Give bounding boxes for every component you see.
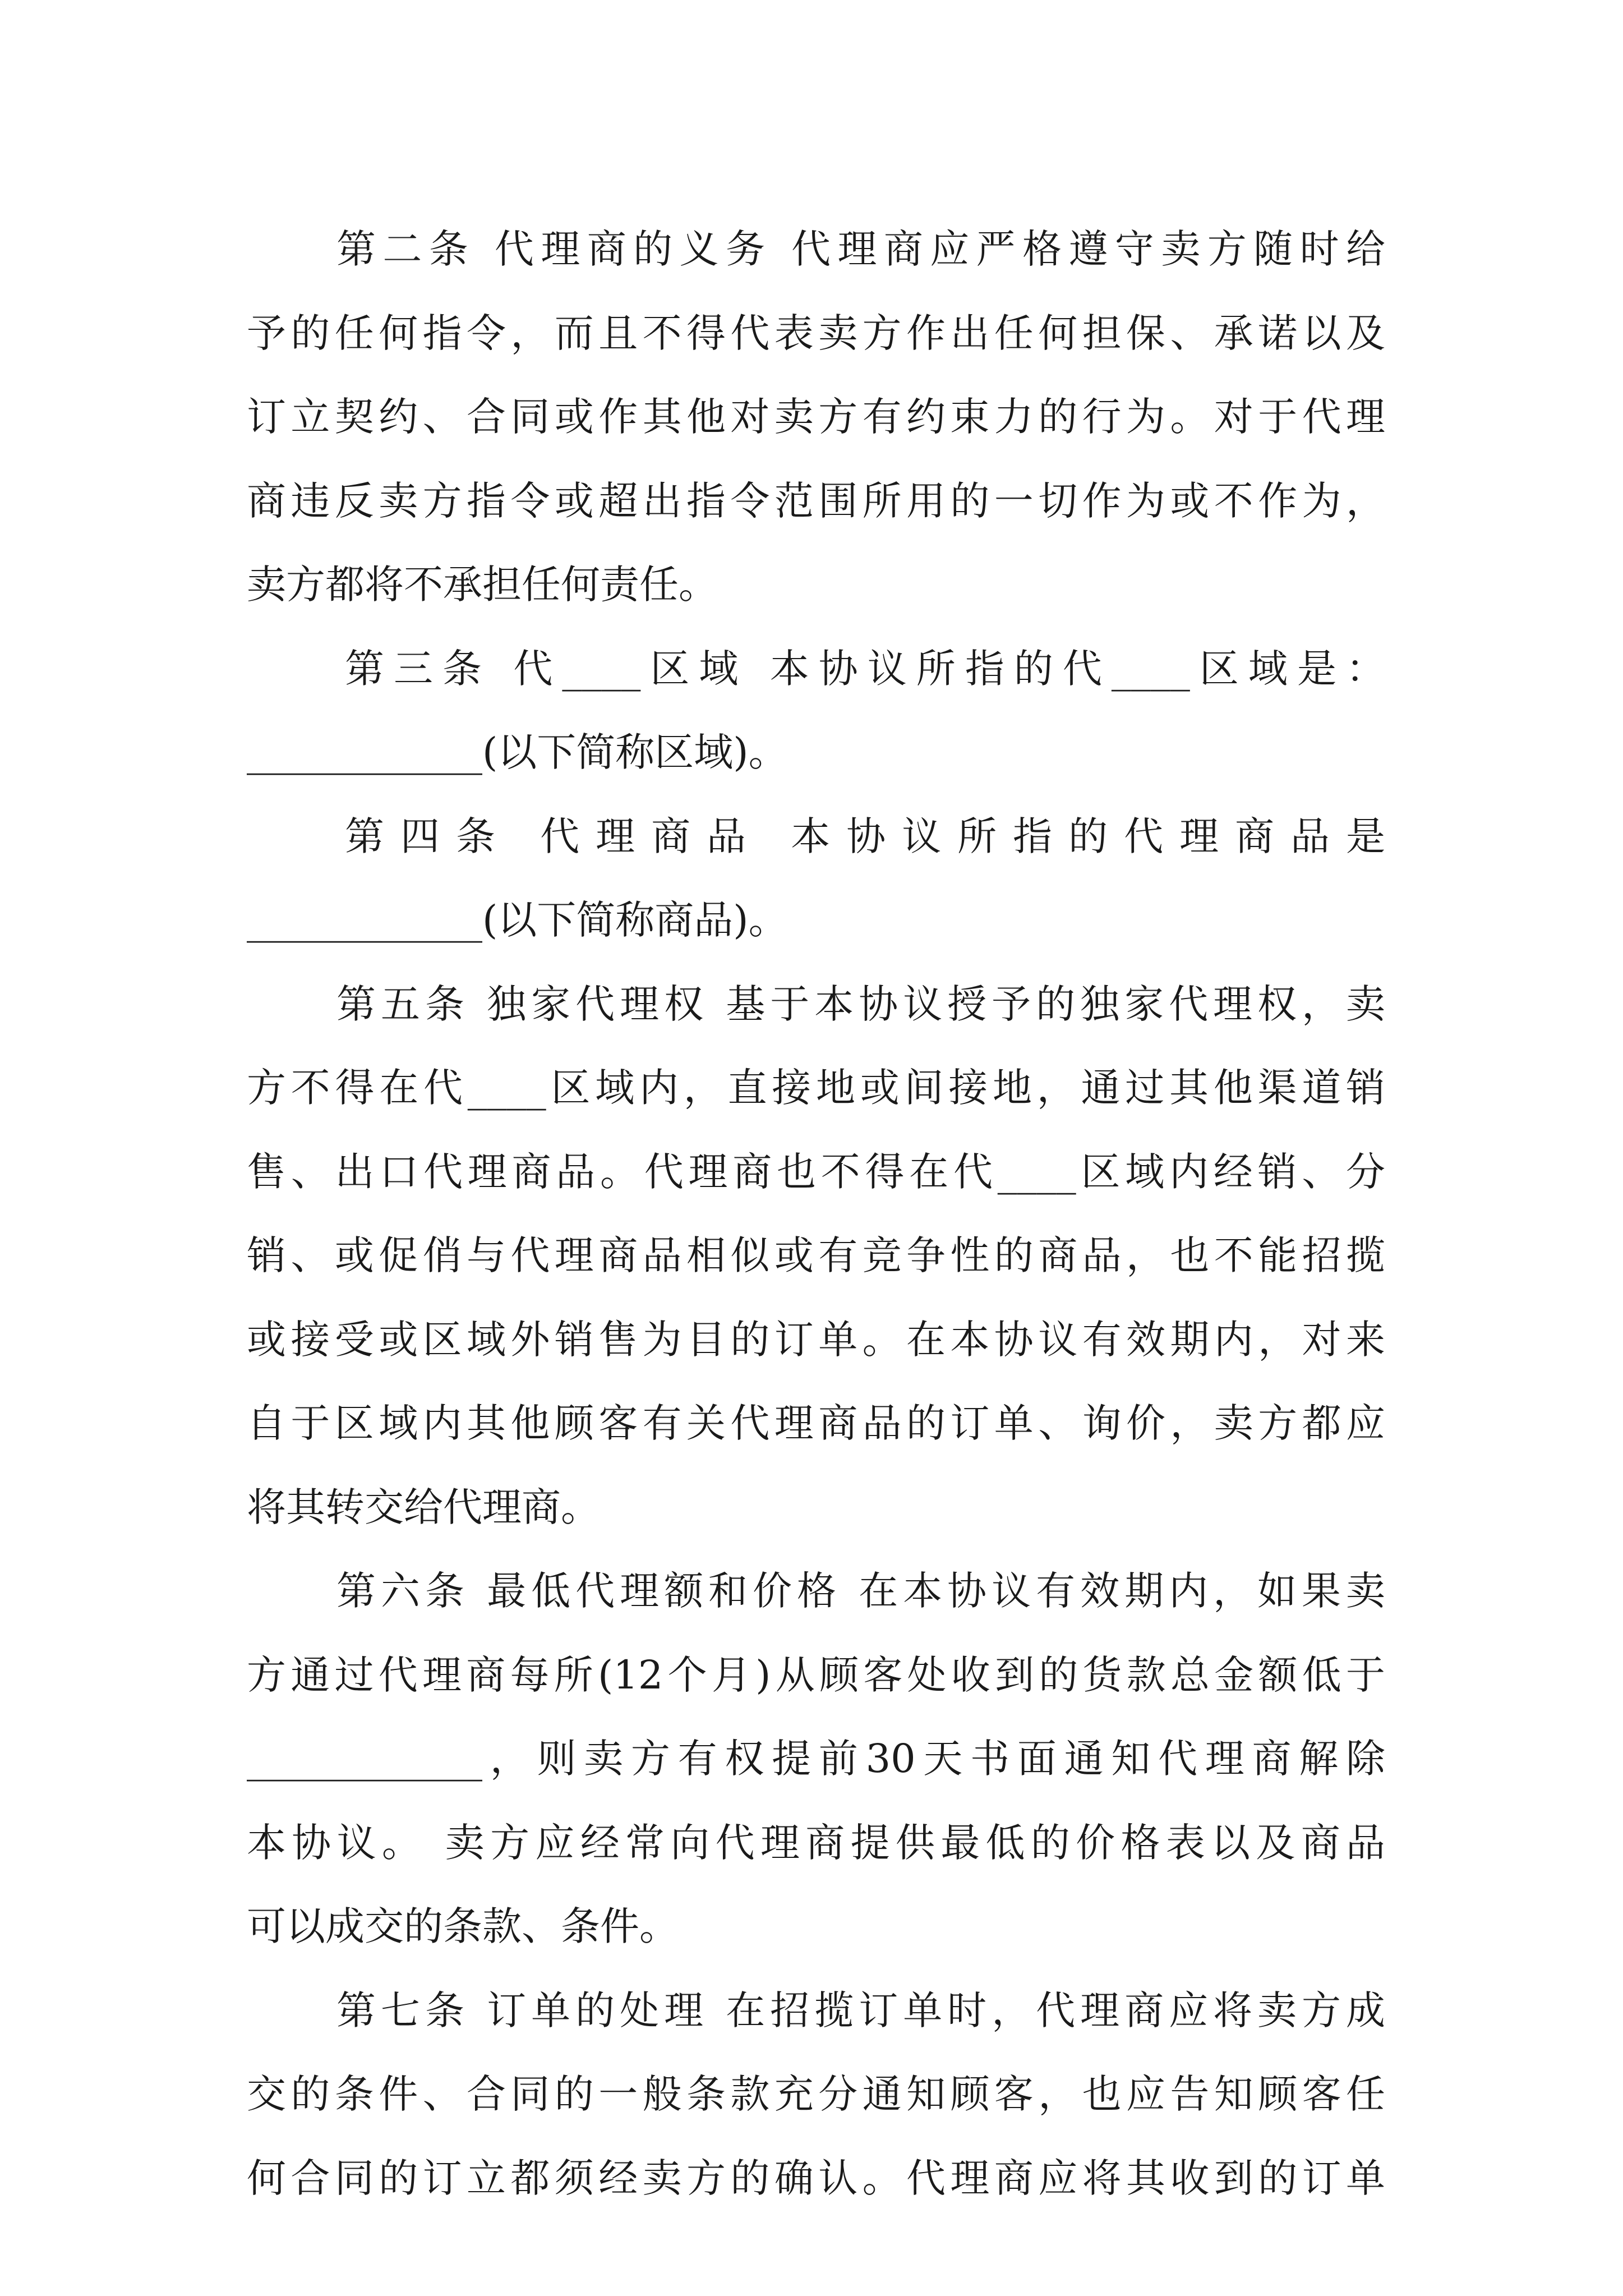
article-7-line-2: 交的条件、合同的一般条款充分通知顾客，也应告知顾客任	[247, 2071, 1385, 2117]
article-2-line-1: 第二条 代理商的义务 代理商应严格遵守卖方随时给	[336, 226, 1385, 272]
article-5-line-5: 或接受或区域外销售为目的订单。在本协议有效期内，对来	[247, 1316, 1385, 1363]
article-5-line-3: 售、出口代理商品。代理商也不得在代____区域内经销、分	[247, 1148, 1385, 1195]
article-2-line-4: 商违反卖方指令或超出指令范围所用的一切作为或不作为，	[247, 477, 1385, 524]
article-5-line-2: 方不得在代____区域内，直接地或间接地，通过其他渠道销	[247, 1065, 1385, 1111]
article-2-line-5: 卖方都将不承担任何责任。	[247, 562, 718, 608]
contract-body	[247, 208, 1385, 2220]
article-2-line-3: 订立契约、合同或作其他对卖方有约束力的行为。对于代理	[247, 394, 1385, 440]
article-6-line-4: 本协议。 卖方应经常向代理商提供最低的价格表以及商品	[247, 1819, 1385, 1866]
article-6-line-1: 第六条 最低代理额和价格 在本协议有效期内，如果卖	[336, 1568, 1385, 1614]
article-5-line-4: 销、或促俏与代理商品相似或有竞争性的商品，也不能招揽	[247, 1232, 1385, 1278]
article-3-line-1: 第三条 代____区域 本协议所指的代____区域是：	[345, 645, 1385, 692]
article-6-line-3: ____________，则卖方有权提前30天书面通知代理商解除	[247, 1736, 1385, 1782]
article-4-line-1: 第四条 代理商品 本协议所指的代理商品是	[345, 813, 1385, 859]
article-3-line-2: ____________(以下简称区域)。	[247, 729, 788, 775]
article-2-line-2: 予的任何指令，而且不得代表卖方作出任何担保、承诺以及	[247, 310, 1385, 356]
article-7-line-3: 何合同的订立都须经卖方的确认。代理商应将其收到的订单	[247, 2155, 1385, 2201]
article-4-line-2: ____________(以下简称商品)。	[247, 897, 788, 943]
article-5-line-6: 自于区域内其他顾客有关代理商品的订单、询价，卖方都应	[247, 1400, 1385, 1446]
article-5-line-7: 将其转交给代理商。	[247, 1484, 600, 1530]
article-6-line-2: 方通过代理商每所(12个月)从顾客处收到的货款总金额低于	[247, 1651, 1385, 1698]
article-7-line-1: 第七条 订单的处理 在招揽订单时，代理商应将卖方成	[336, 1987, 1385, 2033]
article-6-line-5: 可以成交的条款、条件。	[247, 1903, 679, 1949]
article-5-line-1: 第五条 独家代理权 基于本协议授予的独家代理权，卖	[336, 981, 1385, 1027]
